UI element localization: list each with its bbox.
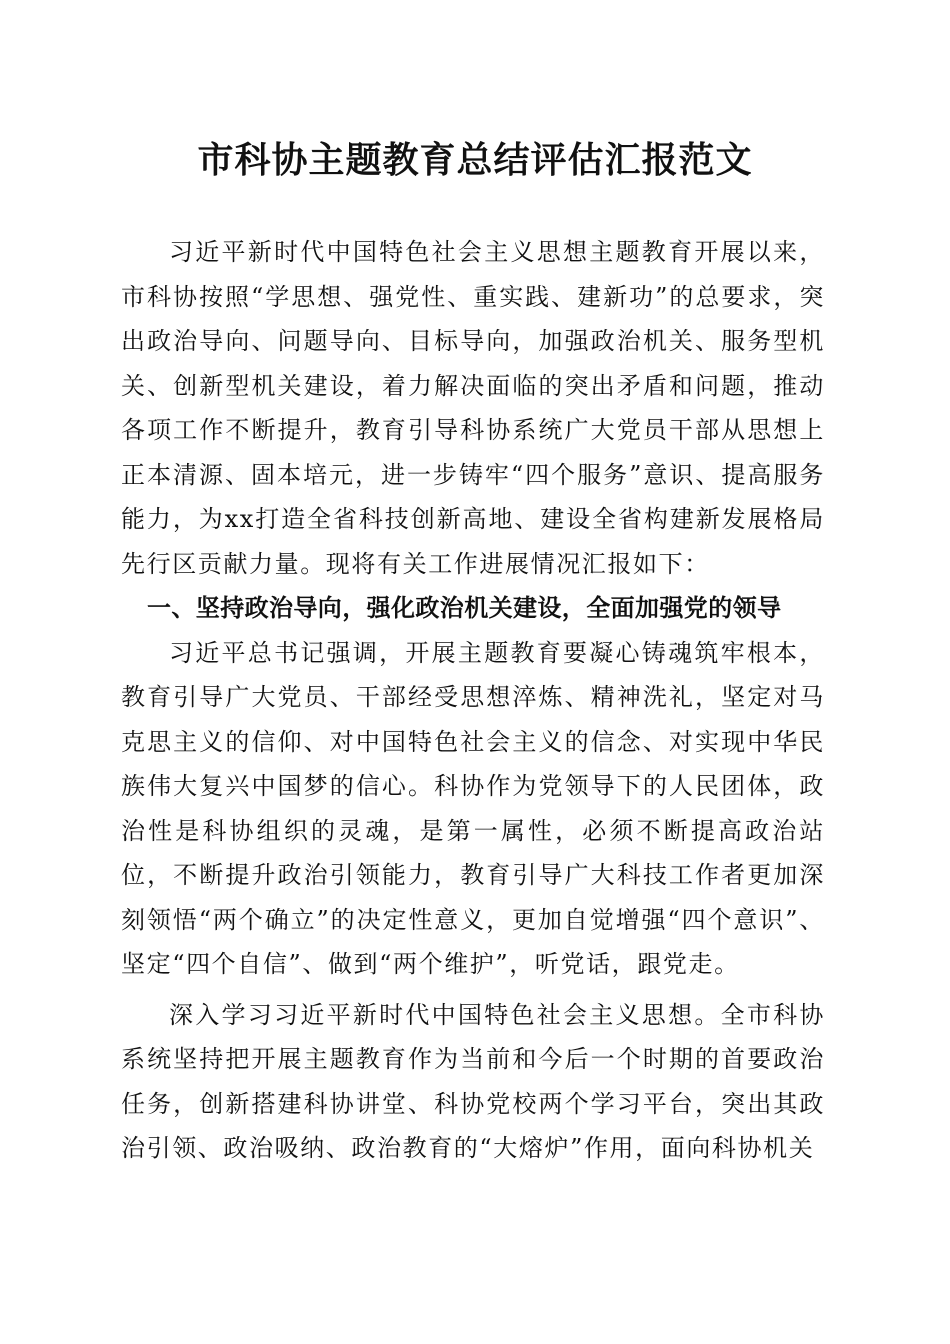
section1-paragraph-2: 深入学习习近平新时代中国特色社会主义思想。全市科协系统坚持把开展主题教育作为当前和今后一个时期的首要政治任务，创新搭建科协讲堂、科协党校两个学习平台，突出其政治引领、政治吸纳、政治教育的“大熔炉”作用，面向科协机关	[121, 1000, 825, 1162]
document-title: 市科协主题教育总结评估汇报范文	[197, 139, 753, 181]
section1-paragraph-1: 习近平总书记强调，开展主题教育要凝心铸魂筑牢根本，教育引导广大党员、干部经受思想淬炼、精神洗礼，坚定对马克思主义的信仰、对中国特色社会主义的信念、对实现中华民族伟大复兴中国梦的信心。科协作为党领导下的人民团体，政治性是科协组织的灵魂，是第一属性，必须不断提高政治站位，不断提升政治引领能力，教育引导广大科技工作者更加深刻领悟“两个确立”的决定性意义，更加自觉增强“四个意识”、坚定“四个自信”、做到“两个维护”，听党话，跟党走。	[121, 638, 825, 978]
document-body	[121, 230, 825, 1171]
intro-paragraph: 习近平新时代中国特色社会主义思想主题教育开展以来，市科协按照“学思想、强党性、重实践、建新功”的总要求，突出政治导向、问题导向、目标导向，加强政治机关、服务型机关、创新型机关建设，着力解决面临的突出矛盾和问题，推动各项工作不断提升，教育引导科协系统广大党员干部从思想上正本清源、固本培元，进一步铸牢“四个服务”意识、提高服务能力，为xx打造全省科技创新高地、建设全省构建新发展格局先行区贡献力量。现将有关工作进展情况汇报如下：	[121, 238, 825, 578]
section-heading-1: 一、坚持政治导向，强化政治机关建设，全面加强党的领导	[147, 594, 782, 622]
